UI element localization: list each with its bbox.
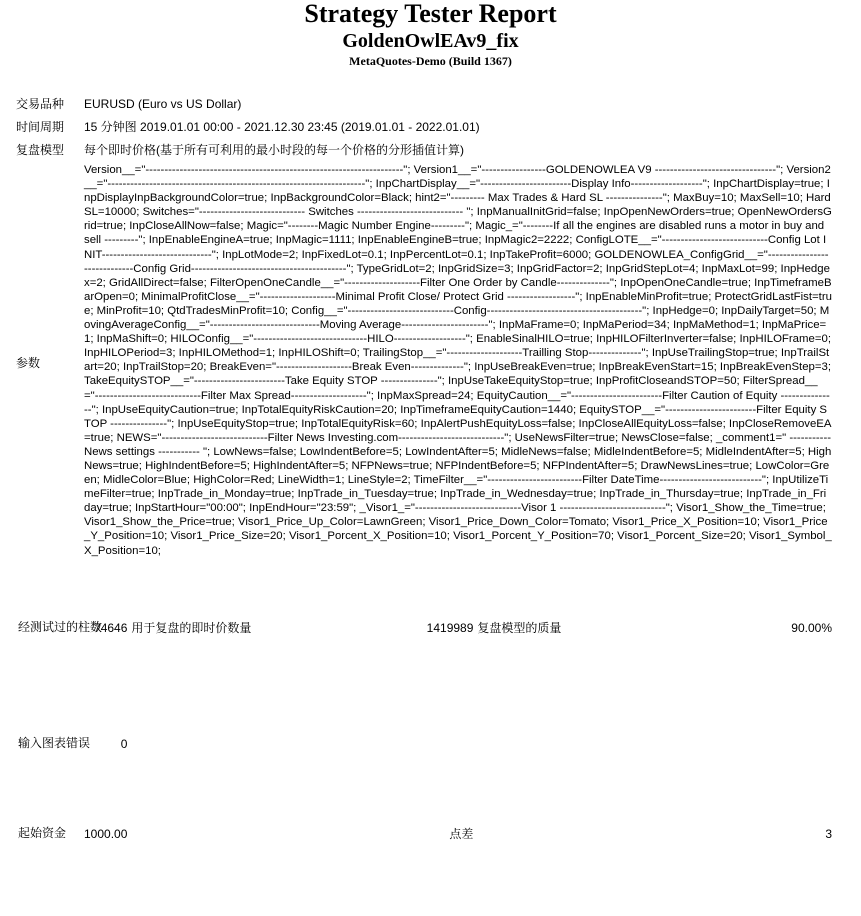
errors-label: 输入图表错误 <box>18 735 91 750</box>
deposit-value: 1000.00 <box>84 826 128 841</box>
bars-label: 经测试过的柱数 <box>18 619 103 634</box>
deposit-label: 起始资金 <box>18 825 67 840</box>
report-table <box>14 92 834 870</box>
spread-label: 点差 <box>449 826 474 841</box>
report-header <box>0 0 861 68</box>
symbol-value: EURUSD (Euro vs US Dollar) <box>84 96 242 111</box>
period-value: 15 分钟图 2019.01.01 00:00 - 2021.12.30 23:45 (2019.01.01 - 2022.01.01) <box>84 119 480 134</box>
bars-row <box>14 566 834 690</box>
model-label: 复盘模型 <box>16 142 65 157</box>
model-row <box>14 138 834 161</box>
period-label: 时间周期 <box>16 119 65 134</box>
params-row <box>14 161 834 566</box>
model-value: 每个即时价格(基于所有可利用的最小时段的每一个价格的分形插值计算) <box>84 142 464 157</box>
period-row <box>14 115 834 138</box>
errors-row <box>14 690 834 798</box>
quality-label: 复盘模型的质量 <box>477 620 562 635</box>
deposit-row <box>14 798 834 870</box>
ticks-label: 用于复盘的即时价数量 <box>131 620 252 635</box>
report-title: Strategy Tester Report <box>304 0 557 28</box>
symbol-row <box>14 92 834 115</box>
spread-value: 3 <box>825 826 832 841</box>
params-value: Version__="--------------------------------------------------------------------"; Version1__="-----------------GOLDENOWLEA V9 --------------------------------"; Version2__="--------------------------------------------------------------------"; InpChartDisplay__="------------------------Display Info-------------------"; InpChartDisplay=true; InpDisplayInpBackgroundColor=true; InpBackgroundColor=Black; hint2="--------- Max Trades & Hard SL ---------------"; MaxBuy=10; MaxSell=10; HardSL=10000; Switches="---------------------------- Switches ---------------------------- "; InpManualInitGrid=false; InpOpenNewOrders=true; OpenNewOrdersGrid=true; InpCloseAllNow=false; Magic="--------Magic Number Engine---------"; Magic_="--------If all the engines are disabled runs a motor in buy and sell ---------"; InpEnableEngineA=true; InpMagic=1111; InpEnableEngineB=true; InpMagic2=2222; ConfigLOTE__="----------------------------Config Lot INIT-----------------------------"; InpLotMode=2; InpFixedLot=0.1; InpPercentLot=0.1; InpTakeProfit=6000; GOLDENOWLEA_ConfigGrid__="-----------------------------Config Grid-----------------------------------------"; TypeGridLot=2; InpGridSize=3; InpGridFactor=2; InpGridStepLot=4; InpMaxLot=99; InpHedgex=2; GridAllDirect=false; FilterOpenOneCandle__="--------------------Filter One Order by Candle--------------"; InpOpenOneCandle=true; InpTimeframeBarOpen=0; MinimalProfitClose__="--------------------Minimal Profit Close/ Protect Grid ------------------"; InpEnableMinProfit=true; ProtectGridLastFist=true; MinProfit=10; QtdTradesMinProfit=10; Config__="----------------------------Config-----------------------------------------"; InpHedge=0; InpDailyTarget=50; MovingAverageConfig__="-----------------------------Moving Average-----------------------"; InpMaFrame=0; InpMaPeriod=34; InpMaMethod=1; InpMaPrice=1; InpMaShift=0; HILOConfig__="------------------------------HILO-------------------"; EnableSinalHILO=true; InpHILOFilterInverter=false; InpHILOFrame=0; InpHILOPeriod=3; InpHILOMethod=1; InpHILOShift=0; TrailingStop__="--------------------Trailling Stop--------------"; InpUseTrailingStop=true; InpTrailStart=20; InpTrailStop=20; BreakEven="--------------------Break Even--------------"; InpUseBreakEven=true; InpBreakEvenStart=15; InpBreakEvenStep=3; TakeEquitySTOP__="------------------------Take Equity STOP ---------------"; InpUseTakeEquityStop=true; InpProfitCloseandSTOP=50; FilterSpread__="----------------------------Filter Max Spread--------------------"; InpMaxSpread=24; EquityCaution__="------------------------Filter Caution of Equity ---------------"; InpUseEquityCaution=true; InpTotalEquityRiskCaution=20; InpTimeframeEquityCaution=1440; EquitySTOP__="------------------------Filter Equity STOP ---------------"; InpUseEquityStop=true; InpTotalEquityRisk=60; InpAlertPushEquityLoss=false; InpCloseAllEquityLoss=false; InpCloseRemoveEA=true; NEWS="----------------------------Filter News Investing.com----------------------------"; UseNewsFilter=true; NewsClose=false; _comment1=" ----------- News settings ----------- "; LowNews=false; LowIndentBefore=5; LowIndentAfter=5; MidleNews=false; MidleIndentBefore=5; MidleIndentAfter=5; HighNews=true; HighIndentBefore=5; HighIndentAfter=5; NFPNews=true; NFPIndentBefore=5; NFPIndentAfter=5; DrawNewsLines=true; LowColor=Green; MidleColor=Blue; HighColor=Red; LineWidth=1; LineStyle=2; TimeFilter__="-------------------------Filter DateTime---------------------------"; InpUtilizeTimeFilter=true; InpTrade_in_Monday=true; InpTrade_in_Tuesday=true; InpTrade_in_Wednesday=true; InpTrade_in_Thursday=true; InpTrade_in_Friday=true; InpStartHour="00:00"; InpEndHour="23:59"; _Visor1_="----------------------------Visor 1 ----------------------------"; Visor1_Show_the_Time=true; Visor1_Show_the_Price=true; Visor1_Price_Up_Color=LawnGreen; Visor1_Price_Down_Color=Tomato; Visor1_Price_X_Position=10; Visor1_Price_Y_Position=10; Visor1_Price_Size=20; Visor1_Porcent_X_Position=10; Visor1_Porcent_Y_Position=70; Visor1_Porcent_Size=20; Visor1_Symbol_X_Position=10; <box>84 164 832 557</box>
params-label: 参数 <box>16 356 41 371</box>
quality-value: 90.00% <box>791 620 832 635</box>
bars-value: 74646 <box>94 620 128 635</box>
ea-name: GoldenOwlEAv9_fix <box>342 30 519 52</box>
symbol-label: 交易品种 <box>16 96 65 111</box>
errors-value: 0 <box>120 736 128 751</box>
server-build: MetaQuotes-Demo (Build 1367) <box>349 54 512 68</box>
ticks-value: 1419989 <box>426 620 474 635</box>
